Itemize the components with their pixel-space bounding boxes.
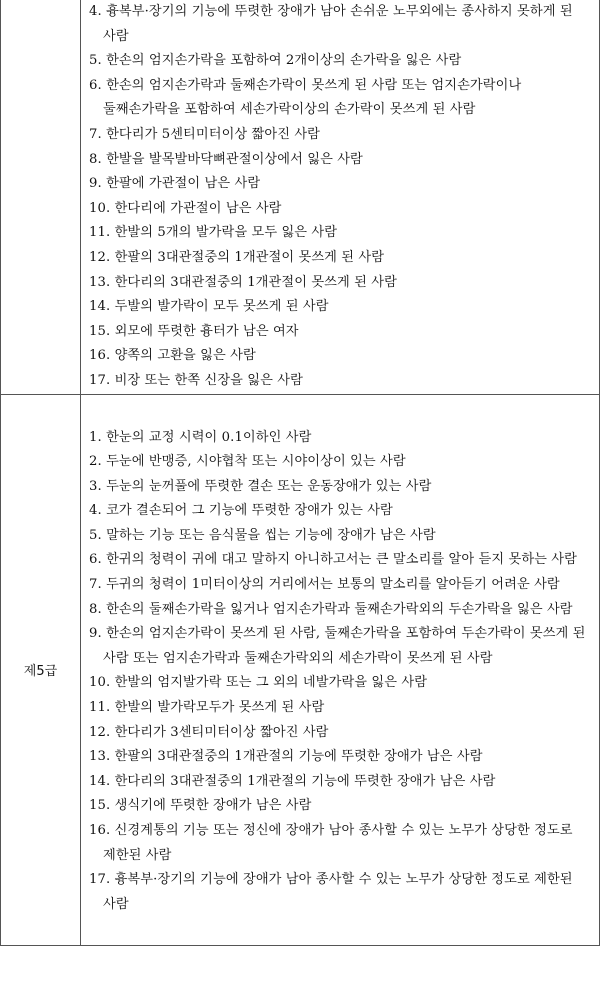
criteria-cell bbox=[81, 394, 600, 946]
criteria-item: 2. 두눈에 반맹증, 시야협착 또는 시야이상이 있는 사람 bbox=[89, 454, 406, 470]
criteria-item: 10. 한다리에 가관절이 남은 사람 bbox=[89, 200, 282, 216]
criteria-item: 14. 한다리의 3대관절중의 1개관절의 기능에 뚜렷한 장애가 남은 사람 bbox=[89, 773, 496, 789]
criteria-item: 4. 코가 결손되어 그 기능에 뚜렷한 장애가 있는 사람 bbox=[89, 503, 393, 519]
criteria-cell bbox=[81, 0, 600, 394]
criteria-item: 11. 한발의 발가락모두가 못쓰게 된 사람 bbox=[89, 700, 325, 716]
criteria-item: 11. 한발의 5개의 발가락을 모두 잃은 사람 bbox=[89, 225, 338, 241]
grade-row-4-continued bbox=[1, 0, 600, 394]
criteria-item: 13. 한다리의 3대관절중의 1개관절이 못쓰게 된 사람 bbox=[89, 274, 397, 290]
criteria-item: 7. 한다리가 5센티미터이상 짧아진 사람 bbox=[89, 126, 321, 142]
criteria-item: 6. 한손의 엄지손가락과 둘째손가락이 못쓰게 된 사람 또는 엄지손가락이나 둘째손가락을 포함하여 세손가락이상의 손가락이 못쓰게 된 사람 bbox=[89, 77, 522, 118]
criteria-item: 15. 외모에 뚜렷한 흉터가 남은 여자 bbox=[89, 323, 299, 339]
criteria-item: 9. 한손의 엄지손가락이 못쓰게 된 사람, 둘째손가락을 포함하여 두손가락이 못쓰게 된 사람 또는 엄지손가락과 둘째손가락외의 세손가락이 못쓰게 된 사람 bbox=[89, 626, 586, 666]
criteria-item: 12. 한팔의 3대관절중의 1개관절이 못쓰게 된 사람 bbox=[89, 249, 385, 265]
criteria-item: 15. 생식기에 뚜렷한 장애가 남은 사람 bbox=[89, 798, 312, 814]
criteria-item: 7. 두귀의 청력이 1미터이상의 거리에서는 보통의 말소리를 알아듣기 어려운 사람 bbox=[89, 577, 560, 593]
grade-label-cell bbox=[1, 0, 81, 394]
grade-label-cell: 제5급 bbox=[1, 394, 81, 946]
criteria-item: 9. 한팔에 가관절이 남은 사람 bbox=[89, 176, 261, 192]
criteria-item: 16. 신경계통의 기능 또는 정신에 장애가 남아 종사할 수 있는 노무가 상당한 정도로 제한된 사람 bbox=[89, 823, 573, 863]
criteria-item: 5. 말하는 기능 또는 음식물을 씹는 기능에 장애가 남은 사람 bbox=[89, 527, 436, 543]
criteria-item: 5. 한손의 엄지손가락을 포함하여 2개이상의 손가락을 잃은 사람 bbox=[89, 53, 462, 69]
criteria-item: 4. 흉복부·장기의 기능에 뚜렷한 장애가 남아 손쉬운 노무외에는 종사하지 못하게 된 사람 bbox=[89, 4, 573, 44]
criteria-item: 14. 두발의 발가락이 모두 못쓰게 된 사람 bbox=[89, 299, 329, 315]
criteria-item: 8. 한손의 둘째손가락을 잃거나 엄지손가락과 둘째손가락외의 두손가락을 잃은 사람 bbox=[89, 601, 573, 617]
criteria-item: 3. 두눈의 눈꺼풀에 뚜렷한 결손 또는 운동장애가 있는 사람 bbox=[89, 478, 432, 494]
criteria-item: 13. 한팔의 3대관절중의 1개관절의 기능에 뚜렷한 장애가 남은 사람 bbox=[89, 749, 483, 765]
criteria-item: 8. 한발을 발목발바닥뼈관절이상에서 잃은 사람 bbox=[89, 151, 363, 167]
criteria-item: 16. 양쪽의 고환을 잃은 사람 bbox=[89, 348, 256, 364]
criteria-item: 10. 한발의 엄지발가락 또는 그 외의 네발가락을 잃은 사람 bbox=[89, 675, 428, 691]
criteria-item: 17. 비장 또는 한쪽 신장을 잃은 사람 bbox=[89, 372, 303, 388]
criteria-item: 12. 한다리가 3센티미터이상 짧아진 사람 bbox=[89, 724, 329, 740]
criteria-item: 17. 흉복부·장기의 기능에 장애가 남아 종사할 수 있는 노무가 상당한 정도로 제한된 사람 bbox=[89, 872, 573, 912]
criteria-item: 1. 한눈의 교정 시력이 0.1이하인 사람 bbox=[89, 429, 312, 445]
criteria-item: 6. 한귀의 청력이 귀에 대고 말하지 아니하고서는 큰 말소리를 알아 듣지 못하는 사람 bbox=[89, 552, 577, 568]
grade-row-5 bbox=[1, 394, 600, 946]
